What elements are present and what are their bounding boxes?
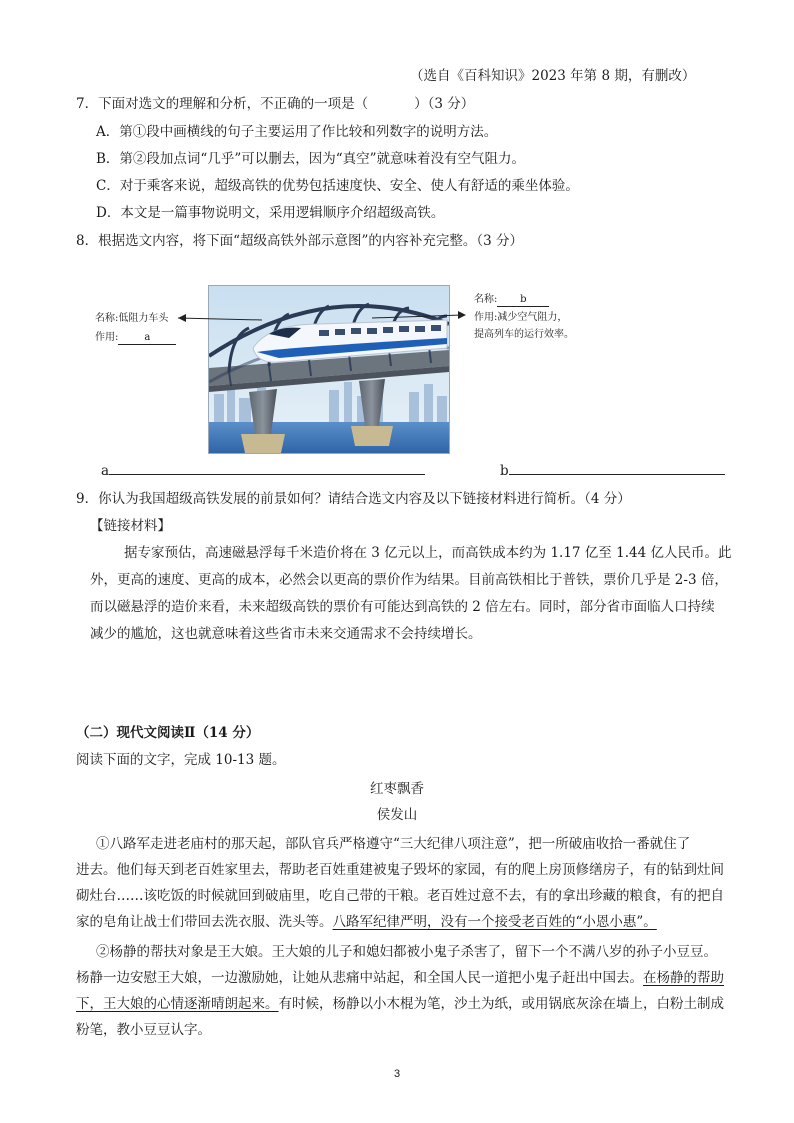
arrow-left-line	[178, 318, 262, 320]
answer-a-line[interactable]	[109, 461, 425, 475]
p2-line-4: 粉笔，教小豆豆认字。	[76, 1022, 211, 1038]
material-line-1: 据专家预估，高速磁悬浮每千米造价将在 3 亿元以上，而高铁成本约为 1.17 亿至 1.44 亿人民币。此	[124, 545, 732, 561]
q7-option-a: A．第①段中画横线的句子主要运用了作比较和列数字的说明方法。	[96, 124, 498, 140]
q8-stem: 8．根据选文内容，将下面“超级高铁外部示意图”的内容补充完整。（3 分）	[76, 233, 524, 249]
p2-underlined-part-2: 下，王大娘的心情逐渐晴朗起来。	[76, 996, 279, 1012]
material-line-3: 而以磁悬浮的造价来看，未来超级高铁的票价有可能达到高铁的 2 倍左右。同时，部分省市面临人口持续	[90, 599, 715, 615]
p1-underlined-sentence: 八路军纪律严明，没有一个接受老百姓的“小恩小惠”。	[332, 914, 657, 930]
p1-line-4	[76, 910, 657, 934]
arrow-right-line	[372, 315, 462, 318]
blank-a-letter: a	[144, 332, 151, 343]
q7-stem-b: ）（3 分）	[414, 96, 475, 112]
p2-line-3-text: 有时候，杨静以小木棍为笔，沙土为纸，或用锅底灰涂在墙上，白粉土制成	[278, 996, 724, 1012]
p1-line-1: ①八路军走进老庙村的那天起，部队官兵严格遵守“三大纪律八项注意”，把一所破庙收拾一番就住了	[96, 836, 691, 852]
q7-option-b: B．第②段加点词“几乎”可以删去，因为“真空”就意味着没有空气阻力。	[96, 151, 526, 167]
p1-line-4-text: 家的皂角让战士们带回去洗衣服、洗头等。	[76, 914, 333, 930]
arrow-left-head	[178, 314, 186, 322]
left-function-label: 作用:	[95, 332, 119, 343]
diagram-right-function-1: 作用:减少空气阻力，	[474, 312, 568, 323]
section2-heading: （二）现代文阅读Ⅱ（14 分）	[76, 725, 260, 741]
answer-a-label: a	[101, 463, 110, 479]
answer-b-line[interactable]	[509, 461, 725, 475]
page-number: 3	[393, 1068, 401, 1080]
section2-instruction: 阅读下面的文字，完成 10-13 题。	[76, 752, 286, 768]
diagram-left-name: 名称:低阻力车头	[95, 313, 169, 324]
p2-line-3	[76, 992, 724, 1016]
p1-line-3: 砌灶台……该吃饭的时候就回到破庙里，吃自己带的干粮。老百姓过意不去，有的拿出珍藏的粮食，有的把自	[76, 888, 724, 904]
answer-a	[101, 461, 425, 481]
answer-b	[500, 461, 725, 481]
blank-b-letter: b	[520, 294, 527, 305]
q7-option-d: D．本文是一篇事物说明文，采用逻辑顺序介绍超级高铁。	[96, 205, 445, 221]
article-author: 侯发山	[376, 807, 418, 823]
q7-option-c: C．对于乘客来说，超级高铁的优势包括速度快、安全、使人有舒适的乘坐体验。	[96, 178, 579, 194]
p2-line-2	[76, 966, 724, 990]
diagram-right-function-2: 提高列车的运行效率。	[474, 329, 574, 340]
q7-stem-a: 7．下面对选文的理解和分析，不正确的一项是（	[76, 96, 369, 112]
material-title: 【链接材料】	[90, 518, 171, 534]
p2-line-1: ②杨静的帮扶对象是王大娘。王大娘的儿子和媳妇都被小鬼子杀害了，留下一个不满八岁的孙子小豆豆。	[96, 944, 717, 960]
material-line-2: 外，更高的速度、更高的成本，必然会以更高的票价作为结果。目前高铁相比于普铁，票价几乎是 2-3 倍，	[90, 572, 728, 588]
article-title: 红枣飘香	[370, 781, 424, 797]
p2-underlined-part-1: 在杨静的帮助	[643, 970, 724, 986]
answer-b-label: b	[500, 463, 509, 479]
source-note: （选自《百科知识》2023 年第 8 期，有删改）	[410, 68, 696, 84]
q9-stem: 9．你认为我国超级高铁发展的前景如何？请结合选文内容及以下链接材料进行简析。（4 分）	[76, 491, 631, 507]
p1-line-2: 进去。他们每天到老百姓家里去，帮助老百姓重建被鬼子毁坏的家园，有的爬上房顶修缮房子，有的钻到灶间	[76, 862, 724, 878]
arrow-right-head	[458, 311, 466, 319]
right-name-label: 名称:	[474, 294, 498, 305]
material-line-4: 减少的尴尬，这也就意味着这些省市未来交通需求不会持续增长。	[90, 626, 482, 642]
p2-line-2-text: 杨静一边安慰王大娘，一边激励她，让她从悲痛中站起，和全国人民一道把小鬼子赶出中国去。	[76, 970, 643, 986]
